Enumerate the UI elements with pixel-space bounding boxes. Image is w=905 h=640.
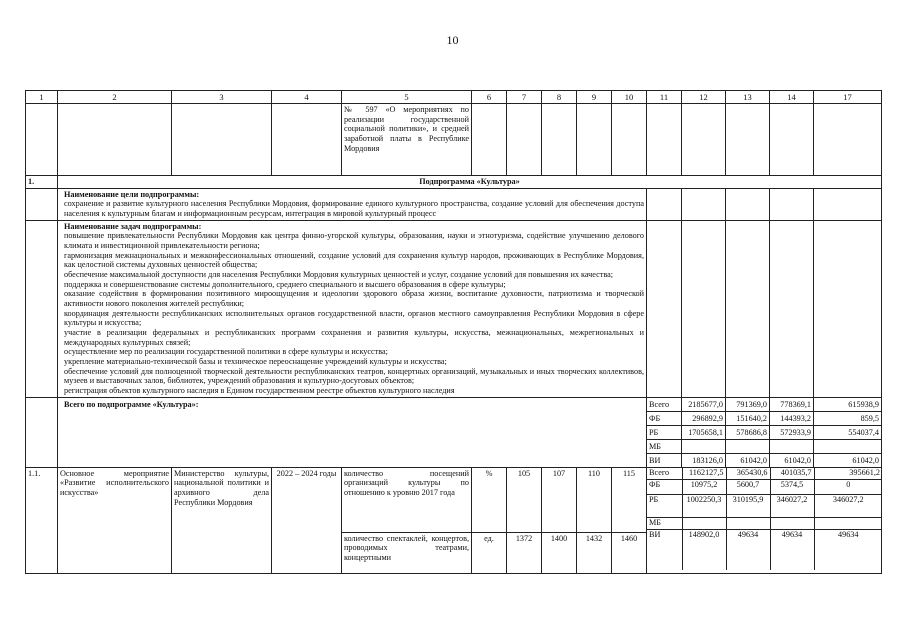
goal-heading: Наименование цели подпрограммы:	[64, 189, 200, 199]
task-item: оказание содействия в формировании позитивного мироощущения и идеологии здорового образа жизни, воспитание духовности, патриотизма и творческой активности нового поколения жителей республики;	[64, 289, 644, 309]
task-item: участие в реализации федеральных и республиканских программ сохранения и развития культуры, искусства, межнациональных, межрегиональных и международных культурных связей;	[64, 328, 644, 347]
col-header: 10	[612, 91, 647, 104]
event-name: Основное мероприятие «Развитие исполнительского искусства»	[58, 467, 172, 573]
indicator-value: 115	[612, 467, 647, 532]
amount-cell: 61042,0	[814, 453, 882, 467]
amount-cell: 1162127,5	[682, 468, 726, 480]
amount-cell: 310195,9	[726, 494, 770, 517]
total-label: Всего по подпрограмме «Культура»:	[58, 397, 647, 467]
continuation-row	[26, 104, 882, 176]
tasks-row	[26, 220, 882, 397]
goal-text: сохранение и развитие культурного населения Республики Мордовия, формирование единого культурного пространства, создание условий для обеспечения доступа населения к культурным благам и информационным ресурсам, интеграция в мировой культурный процесс	[64, 199, 644, 219]
amount-cell: 2185677,0	[682, 397, 726, 411]
funding-source: Всего	[647, 468, 682, 480]
task-item: укрепление материально-технической базы и техническое переоснащение учреждений культуры и искусства;	[64, 357, 447, 367]
col-header: 6	[472, 91, 507, 104]
amount-cell: 49634	[726, 529, 770, 570]
col-header: 9	[577, 91, 612, 104]
section-title: Подпрограмма «Культура»	[58, 176, 882, 189]
event-number: 1.1.	[26, 467, 58, 573]
col-header: 8	[542, 91, 577, 104]
col-header: 13	[726, 91, 770, 104]
indicator-value: 110	[577, 467, 612, 532]
amount-cell: 859,5	[814, 411, 882, 425]
indicator-value: 105	[507, 467, 542, 532]
task-item: обеспечение максимальной доступности для населения Республики Мордовия культурных ценностей и услуг, создание условий для повышения их качества;	[64, 270, 614, 280]
continuation-text: № 597 «О мероприятиях по реализации государственной социальной политики», и средней заработной платы в Республике Мордовия	[342, 104, 472, 176]
amount-cell: 0	[814, 479, 882, 494]
amount-cell: 401035,7	[770, 468, 814, 480]
col-header: 17	[814, 91, 882, 104]
indicator-value: 1372	[507, 532, 542, 573]
amount-cell: 296892,9	[682, 411, 726, 425]
event-period: 2022 – 2024 годы	[272, 467, 342, 573]
task-item: гармонизация межнациональных и межконфессиональных отношений, создание условий для сохранения культур народов, проживающих в Республике Мордовия, как целостной системы духовных ценностей общества;	[64, 250, 644, 270]
indicator-unit: ед.	[472, 532, 507, 573]
funding-source: РБ	[647, 494, 682, 517]
section-number: 1.	[26, 176, 58, 189]
indicator-name: количество посещений организаций культуры по отношению к уровню 2017 года	[342, 467, 472, 532]
amount-cell: 615938,9	[814, 397, 882, 411]
amount-cell: 1002250,3	[682, 494, 726, 517]
amount-cell: 151640,2	[726, 411, 770, 425]
amount-cell: 61042,0	[770, 453, 814, 467]
amount-cell: 49634	[814, 529, 882, 570]
col-header: 12	[682, 91, 726, 104]
task-item: поддержка и совершенствование системы дополнительного, среднего специального и высшего образования в сфере культуры;	[64, 279, 506, 289]
amount-cell: 554037,4	[814, 425, 882, 439]
amount-cell: 5374,5	[770, 479, 814, 494]
tasks-heading: Наименование задач подпрограммы:	[64, 221, 202, 231]
col-header: 14	[770, 91, 814, 104]
col-header: 11	[647, 91, 682, 104]
task-item: осуществление мер по реализации государственной политики в сфере культуры и искусства;	[64, 347, 388, 357]
total-row	[26, 397, 882, 411]
section-heading-row	[26, 176, 882, 189]
amount-cell: 183126,0	[682, 453, 726, 467]
funding-source: РБ	[647, 425, 682, 439]
amount-cell: 778369,1	[770, 397, 814, 411]
col-header: 3	[172, 91, 272, 104]
funding-source: МБ	[647, 439, 682, 453]
funding-source: МБ	[647, 517, 682, 529]
funding-source: ФБ	[647, 411, 682, 425]
indicator-value: 107	[542, 467, 577, 532]
indicator-value: 1432	[577, 532, 612, 573]
event-executor: Министерство культуры, национальной политики и архивного дела Республики Мордовия	[172, 467, 272, 573]
amount-cell: 61042,0	[726, 453, 770, 467]
amount-cell: 148902,0	[682, 529, 726, 570]
funding-source: ФБ	[647, 479, 682, 494]
funding-source: ВИ	[647, 453, 682, 467]
col-header: 7	[507, 91, 542, 104]
amount-cell: 365430,6	[726, 468, 770, 480]
col-header: 1	[26, 91, 58, 104]
amount-cell: 572933,9	[770, 425, 814, 439]
goal-row	[26, 188, 882, 220]
task-item: обеспечение условий для полноценной творческой деятельности республиканских театров, концертных организаций, музыкальных и иных творческих коллективов, музеев и выставочных залов, библиотек, учреждений образования и культурно-досуговых объектов;	[64, 366, 644, 386]
task-item: повышение привлекательности Республики Мордовия как центра финно-угорской культуры, образования, науки и этнотуризма, содействие улучшению делового климата и инвестиционной привлекательности региона;	[64, 231, 644, 251]
col-header: 4	[272, 91, 342, 104]
amount-cell: 5600,7	[726, 479, 770, 494]
indicator-name: количество спектаклей, концертов, проводимых театрами, концертными	[342, 532, 472, 573]
amount-cell: 10975,2	[682, 479, 726, 494]
amount-cell: 346027,2	[814, 494, 882, 517]
event-row	[26, 467, 882, 532]
col-header: 5	[342, 91, 472, 104]
amount-cell: 395661,2	[814, 468, 882, 480]
amount-cell: 578686,8	[726, 425, 770, 439]
indicator-unit: %	[472, 467, 507, 532]
amount-cell: 1705658,1	[682, 425, 726, 439]
column-number-row	[26, 91, 882, 104]
funding-source: Всего	[647, 397, 682, 411]
funding-source: ВИ	[649, 529, 661, 539]
indicator-value: 1400	[542, 532, 577, 573]
program-table	[25, 90, 882, 574]
col-header: 2	[58, 91, 172, 104]
amount-cell: 49634	[770, 529, 814, 570]
amount-cell: 144393,2	[770, 411, 814, 425]
amount-cell: 791369,0	[726, 397, 770, 411]
task-item: регистрация объектов культурного наследия в Едином государственном реестре объектов культурного наследия	[64, 386, 455, 396]
amount-cell: 346027,2	[770, 494, 814, 517]
page-number: 10	[446, 33, 459, 47]
event-funding-table	[647, 468, 882, 570]
task-item: координация деятельности республиканских исполнительных органов государственной власти, органов местного самоуправления Республики Мордовия в сфере культуры и искусства;	[64, 308, 644, 328]
indicator-value: 1460	[612, 532, 647, 573]
